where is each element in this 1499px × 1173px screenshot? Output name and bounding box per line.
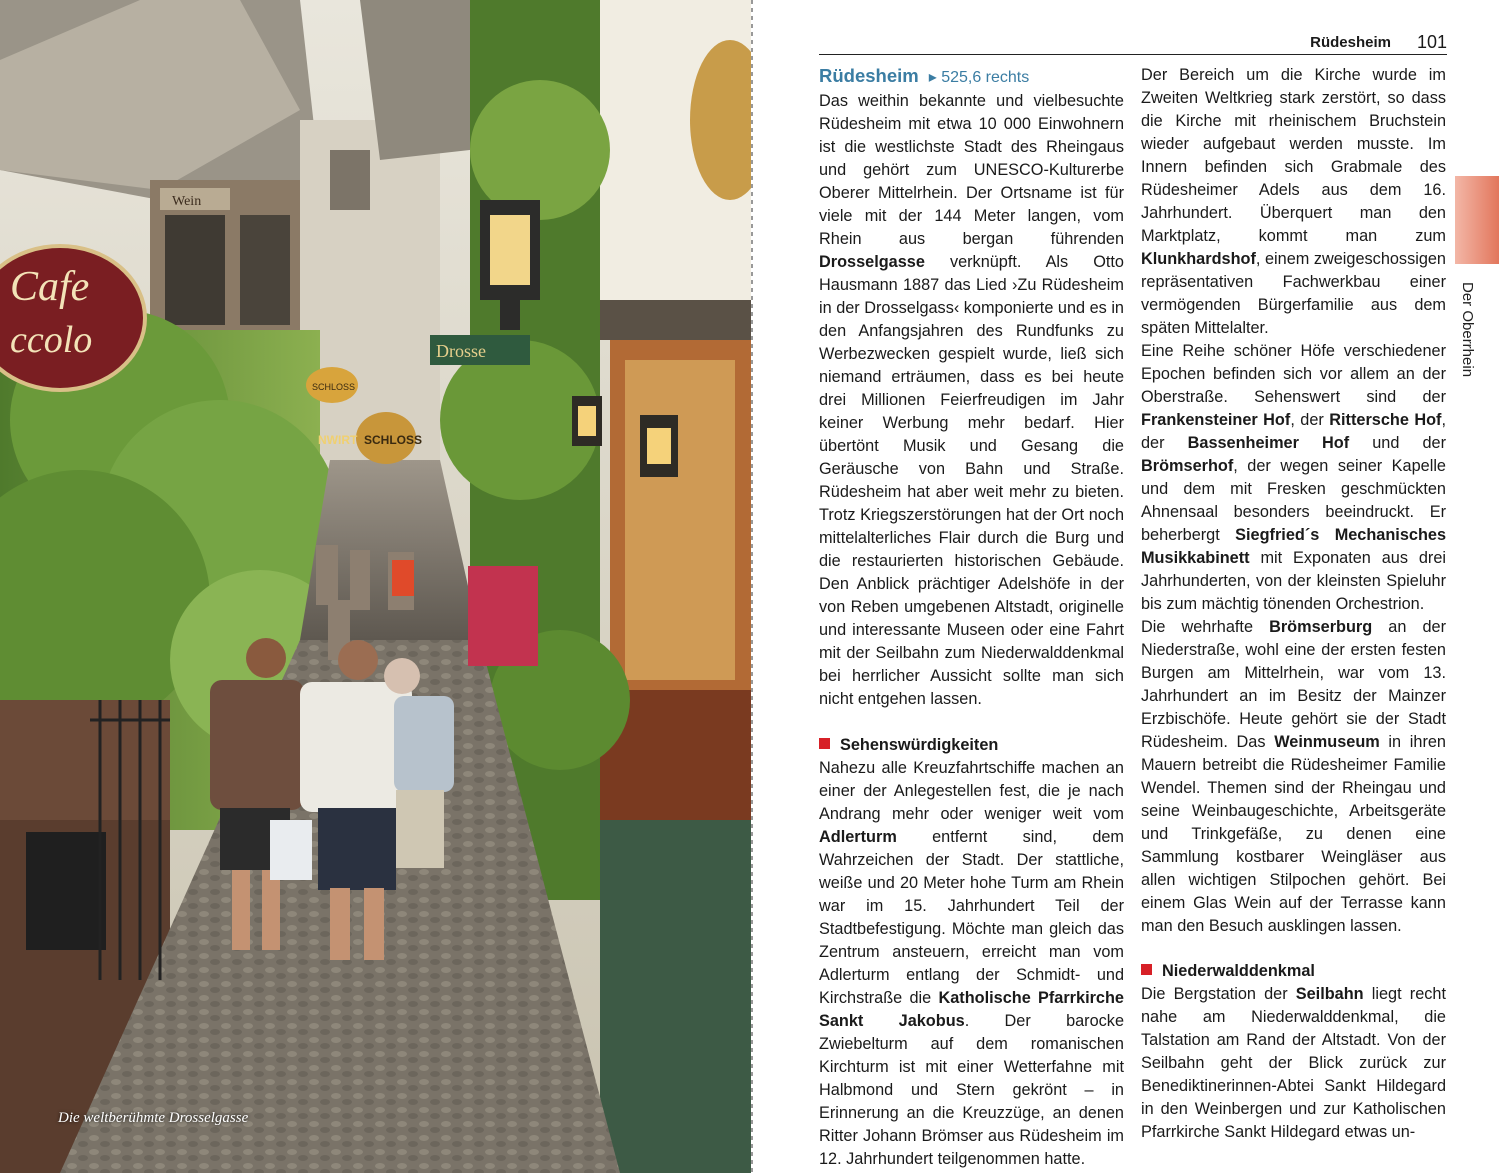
text-run: , der bbox=[1290, 411, 1330, 429]
bold-term: Bassenheimer Hof bbox=[1187, 434, 1350, 452]
text-run: Das weithin bekannte und vielbesuchte Rüdesheim mit etwa 10 000 Einwohnern ist die westlichste Stadt des Rheingaus und gehört zum UNESCO-Kulturerbe Oberer Mittelrhein. Der Ortsname ist für viele mit der 144 Meter langen, vom Rhein aus bergan führenden bbox=[819, 92, 1124, 248]
text-run: . Der barocke Zwiebelturm auf dem romanischen Kirchturm ist mit einer Wetterfahne mit Halbmond und Stern gekrönt – in Erinnerung an die Kreuzzüge, an denen Ritter Johann Brömser aus Rüdesheim im 12. Jahrhundert teilgenommen hatte. bbox=[819, 1012, 1124, 1168]
broemserburg-paragraph bbox=[1141, 616, 1446, 938]
text-run: Die Bergstation der bbox=[1141, 985, 1296, 1003]
text-run: Der Bereich um die Kirche wurde im Zweiten Weltkrieg stark zerstört, so dass die Kirche mit rheinischem Bruchstein wieder aufgebaut werden musste. Im Innern befinden sich Grabmale des Rüdesheimer Adels aus dem 16. Jahrhundert. Überquert man den Marktplatz, kommt man zum bbox=[1141, 66, 1446, 245]
section-heading-sights bbox=[819, 734, 1124, 757]
cafe-sign-text: Cafe bbox=[10, 264, 90, 310]
text-run: verknüpft. Als Otto Hausmann 1887 das Lied ›Zu Rüdesheim in der Drosselgass‹ komponierte und es in den Anfangsjahren des Rundfunks zu Werbezwecken gespielt wurde, ließ sich niemand erträumen, dass es bei heute drei Millionen Feierfreudigen im Jahr keiner Werbung mehr bedarf. Hier übertönt Musik und Gesang die Geräusche von Bahn und Straße. Rüdesheim hat aber weit mehr zu bieten. Trotz Kriegszerstörungen hat der Ort noch mittelalterliches Flair durch die Burg und die restaurierten historischen Gebäude. Den Anblick prächtiger Adelshöfe in der von Reben umgebenen Altstadt, originelle und interessante Museen oder eine Fahrt mit der Seilbahn zum Niederwalddenkmal bei herrlicher Aussicht sollte man sich nicht entgehen lassen. bbox=[819, 253, 1124, 708]
piccolo-sign-text: ccolo bbox=[10, 319, 93, 361]
running-head bbox=[819, 34, 1447, 55]
drossel-sign-text: Drosse bbox=[436, 341, 486, 361]
photo-caption: Die weltberühmte Drosselgasse bbox=[58, 1110, 249, 1126]
text-run: an der Niederstraße, wohl eine der ersten festen Burgen am Mittelrhein, war vom 13. Jahrhundert an im Besitz der Mainzer Erzbischöfe. Heute gehört sie der Stadt Rüdesheim. Das bbox=[1141, 618, 1446, 751]
bold-term: Katholische Pfarrkirche Sankt Jakobus bbox=[819, 989, 1124, 1030]
bold-term: Drosselgasse bbox=[819, 253, 925, 271]
wein-sign-text: Wein bbox=[172, 194, 202, 209]
intro-paragraph bbox=[819, 90, 1124, 711]
bold-term: Siegfried´s Mechanisches Musikkabinett bbox=[1141, 526, 1446, 567]
sights-paragraph bbox=[819, 757, 1124, 1171]
bold-term: Brömserburg bbox=[1269, 618, 1373, 636]
text-run: Eine Reihe schöner Höfe verschiedener Epochen befinden sich vor allem an der Oberstraße. Sehenswert sind der bbox=[1141, 342, 1446, 406]
bold-term: Seilbahn bbox=[1295, 985, 1364, 1003]
courtyards-paragraph bbox=[1141, 340, 1446, 616]
page-number: 101 bbox=[1416, 32, 1447, 52]
running-head-title: Rüdesheim bbox=[1310, 34, 1391, 51]
section-heading-sights-label: Sehenswürdigkeiten bbox=[840, 736, 999, 754]
chapter-side-tab bbox=[1455, 176, 1499, 264]
bold-term: Weinmuseum bbox=[1274, 733, 1380, 751]
text-run: in ihren Mauern betreibt die Rüdesheimer Familie Wendel. Themen sind der Rheingau und seine Weinbaugeschichte, Arbeitsgeräte und Trinkgefäße, zu denen eine Sammlung kostbarer Weingläser aus allen wichtigen Stilpochen gehört. Bei einem Glas Wein auf der Terrasse kann man den Besuch ausklingen lassen. bbox=[1141, 733, 1446, 935]
article-title: Rüdesheim bbox=[819, 65, 919, 86]
schloss-sign-text: SCHLOSS bbox=[364, 433, 423, 447]
bold-term: Klunkhardshof bbox=[1141, 250, 1256, 268]
shopping-bag bbox=[270, 820, 312, 880]
text-run: mit Exponaten aus drei Jahrhunderten, von der kleinsten Spieluhr bis zum mächtig tönenden Orchestrion. bbox=[1141, 549, 1446, 613]
section-heading-niederwald bbox=[1141, 960, 1446, 983]
text-run: Nahezu alle Kreuzfahrtschiffe machen an einer der Anlegestellen fest, die je nach Andrang mehr oder weniger weit vom bbox=[819, 759, 1124, 823]
bold-term: Brömserhof bbox=[1141, 457, 1234, 475]
chapter-side-label: Der Oberrhein bbox=[1459, 282, 1476, 378]
text-run: , einem zweigeschossigen repräsentativen Fachwerkbau einer vermögenden Bürgerfamilie aus dem späten Mittelalter. bbox=[1141, 250, 1446, 337]
right-page bbox=[753, 0, 1499, 1173]
bold-term: Frankensteiner Hof bbox=[1141, 411, 1291, 429]
red-square-bullet bbox=[1141, 964, 1152, 975]
text-run: und der bbox=[1349, 434, 1447, 452]
text-run: liegt recht nahe am Niederwalddenkmal, die Talstation am Rand der Altstadt. Von der Seilbahn geht der Blick zurück zur Benediktinerinnen-Abtei Sankt Hildegard in den Weinbergen und zur Katholischen Pfarrkirche Sankt Hildegard etwas un- bbox=[1141, 985, 1446, 1141]
text-run: entfernt sind, dem Wahrzeichen der Stadt. Der stattliche, weiße und 20 Meter hohe Turm am Rhein war im 15. Jahrhundert Teil der Stadtbefestigung. Möchte man gleich das Zentrum ansteuern, erreicht man vom Adlerturm entlang der Schmidt- und Kirchstraße die bbox=[819, 828, 1124, 1007]
cafe-sign bbox=[0, 246, 145, 390]
text-column-right bbox=[1141, 64, 1446, 1144]
trash-bin bbox=[26, 832, 106, 950]
niederwald-paragraph bbox=[1141, 983, 1446, 1144]
text-run: , der bbox=[1141, 411, 1446, 452]
text-run: Die wehrhafte bbox=[1141, 618, 1270, 636]
article-title-row bbox=[819, 64, 1124, 90]
river-km-marker: ▸ 525,6 rechts bbox=[928, 69, 1030, 86]
wirt-sign-text: NWIRT bbox=[318, 433, 358, 447]
red-square-bullet bbox=[819, 738, 830, 749]
schloss-sign-top-text: SCHLOSS bbox=[312, 382, 356, 392]
bold-term: Adlerturm bbox=[819, 828, 897, 846]
section-heading-niederwald-label: Niederwalddenkmal bbox=[1162, 962, 1315, 980]
red-banner bbox=[468, 566, 538, 666]
bold-term: Rittersche Hof bbox=[1329, 411, 1442, 429]
text-run: , der wegen seiner Kapelle und dem mit Fresken geschmückten Ahnensaal besonders beeindruckt. Er beherbergt bbox=[1141, 457, 1446, 544]
church-paragraph bbox=[1141, 64, 1446, 340]
text-column-left bbox=[819, 64, 1124, 1171]
